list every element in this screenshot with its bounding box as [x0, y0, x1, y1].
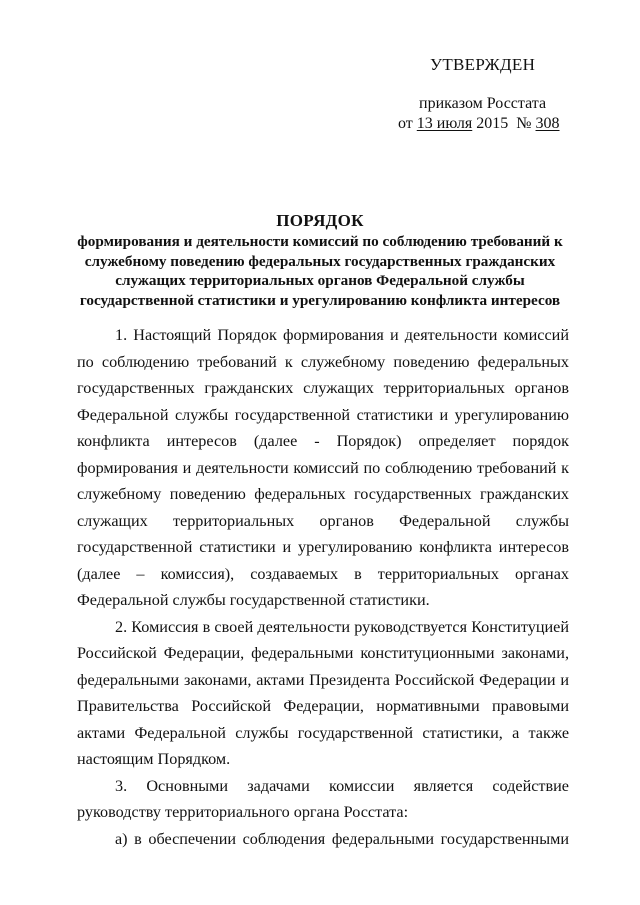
order-number: 308 — [535, 115, 560, 132]
paragraph-3: 3. Основными задачами комиссии является содействие руководству территориального органа Росстата: — [77, 776, 569, 821]
order-reference: приказом Росстата — [419, 95, 547, 112]
document-subtitle: формирования и деятельности комиссий по соблюдению требований к служебному поведению федеральных государственных гражданских служащих территориальных органов Федеральной службы государственной статистики и урегулированию конфликта интересов — [77, 233, 563, 309]
order-date: 13 июля — [416, 115, 473, 132]
date-prefix: от — [398, 115, 413, 132]
paragraph-1: 1. Настоящий Порядок формирования и деятельности комиссий по соблюдению требований к служебному поведению федеральных государственных гражданских служащих территориальных органов Федеральной службы государственной статистики и урегулированию конфликта интересов (далее - Порядок) определяет порядок формирования и деятельности комиссий по соблюдению требований к служебному поведению федеральных государственных гражданских служащих территориальных органов Федеральной службы государственной статистики и урегулированию конфликта интересов (далее – комиссия), создаваемых в территориальных органах Федеральной службы государственной статистики. — [77, 326, 569, 609]
order-date-line — [398, 115, 560, 133]
order-year: 2015 — [476, 115, 509, 132]
number-sign: № — [516, 115, 532, 132]
paragraph-4: а) в обеспечении соблюдения федеральными государственными — [115, 829, 569, 848]
document-heading — [60, 210, 580, 310]
approved-title: УТВЕРЖДЕН — [430, 55, 536, 74]
paragraph-2: 2. Комиссия в своей деятельности руководствуется Конституцией Российской Федерации, федеральными конституционными законами, федеральными законами, актами Президента Российской Федерации и Правительства Российской Федерации, нормативными правовыми актами Федеральной службы государственной статистики, а также настоящим Порядком. — [77, 617, 569, 768]
document-title: ПОРЯДОК — [276, 211, 364, 230]
document-body — [77, 322, 569, 852]
